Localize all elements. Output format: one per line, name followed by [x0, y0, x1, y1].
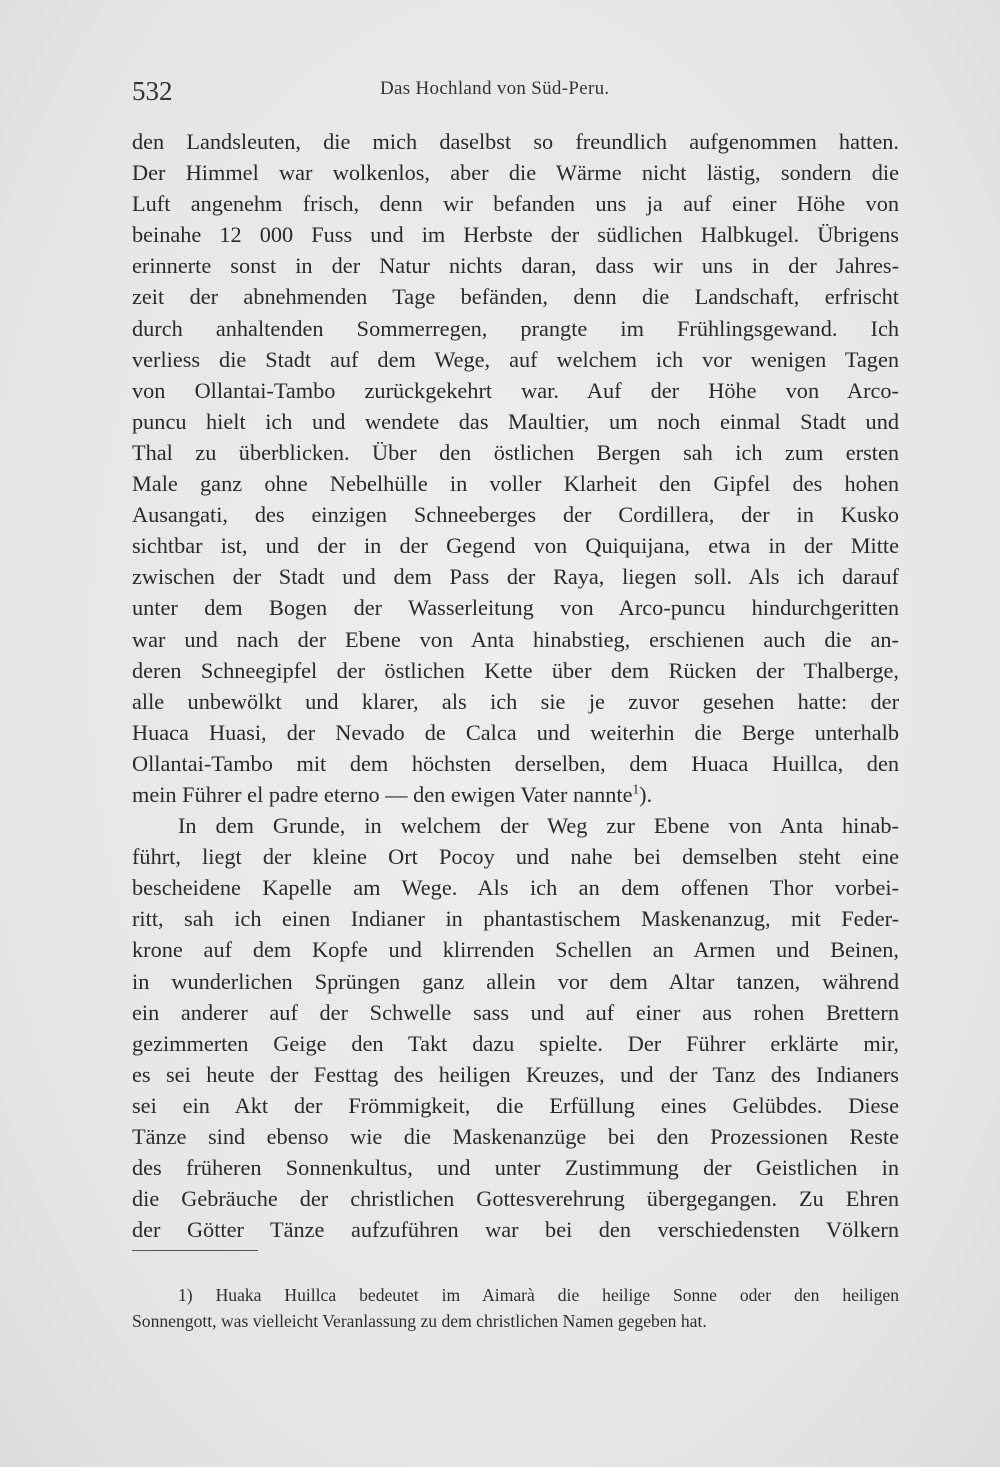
text-line: sei ein Akt der Frömmigkeit, die Erfüllung eines Gelübdes. Diese [132, 1092, 899, 1118]
text-line: gezimmerten Geige den Takt dazu spielte. Der Führer erklärte mir, [132, 1030, 899, 1056]
text-line: puncu hielt ich und wendete das Maultier, um noch einmal Stadt und [132, 408, 899, 434]
text-line: sichtbar ist, und der in der Gegend von Quiquijana, etwa in der Mitte [132, 533, 899, 559]
text-line: Tänze sind ebenso wie die Maskenanzüge bei den Prozessionen Reste [132, 1124, 899, 1149]
text-line: unter dem Bogen der Wasserleitung von Arco-puncu hindurchgeritten [132, 595, 899, 621]
body-text [132, 126, 899, 1245]
text-line: der Götter Tänze aufzuführen war bei den verschiedensten Völkern [132, 1217, 899, 1243]
text-line: von Ollantai-Tambo zurückgekehrt war. Auf der Höhe von Arco- [132, 377, 899, 403]
text-line: war und nach der Ebene von Anta hinabstieg, erschienen auch die an- [132, 626, 899, 652]
text-line: beinahe 12 000 Fuss und im Herbste der südlichen Halbkugel. Übrigens [132, 222, 899, 248]
text-line: ein anderer auf der Schwelle sass und auf einer aus rohen Brettern [132, 999, 899, 1025]
text-line: Huaca Huasi, der Nevado de Calca und weiterhin die Berge unterhalb [132, 719, 899, 745]
text-line: zeit der abnehmenden Tage befänden, denn die Landschaft, erfrischt [132, 284, 899, 310]
footnote-divider [132, 1250, 258, 1251]
text-line: es sei heute der Festtag des heiligen Kreuzes, und der Tanz des Indianers [132, 1061, 899, 1087]
text-line: die Gebräuche der christlichen Gottesverehrung übergegangen. Zu Ehren [132, 1186, 899, 1212]
footnote-marker-suffix: ). [639, 781, 653, 807]
text-line: zwischen der Stadt und dem Pass der Raya, liegen soll. Als ich darauf [132, 564, 899, 590]
text-line: des früheren Sonnenkultus, und unter Zustimmung der Geistlichen in [132, 1155, 899, 1181]
text-line: verliess die Stadt auf dem Wege, auf welchem ich vor wenigen Tagen [132, 346, 899, 372]
text-line: Male ganz ohne Nebelhülle in voller Klarheit den Gipfel des hohen [132, 471, 899, 497]
text-line: Luft angenehm frisch, denn wir befanden uns ja auf einer Höhe von [132, 191, 899, 217]
text-line: ritt, sah ich einen Indianer in phantastischem Maskenanzug, mit Feder- [132, 906, 899, 932]
text-line: krone auf dem Kopfe und klirrenden Schellen an Armen und Beinen, [132, 937, 899, 963]
text-line: alle unbewölkt und klarer, als ich sie je zuvor gesehen hatte: der [132, 688, 899, 714]
text-line: den Landsleuten, die mich daselbst so freundlich aufgenommen hatten. [132, 129, 899, 154]
text-line: bescheidene Kapelle am Wege. Als ich an dem offenen Thor vorbei- [132, 875, 899, 901]
footnote-marker[interactable]: 1 [632, 781, 640, 797]
page-number: 532 [132, 76, 173, 106]
text-line: Ausangati, des einzigen Schneeberges der Cordillera, der in Kusko [132, 502, 899, 528]
text-line: deren Schneegipfel der östlichen Kette über dem Rücken der Thalberge, [132, 657, 899, 683]
text-line-content: mein Führer el padre eterno — den ewigen Vater nannte [132, 781, 633, 807]
paragraph-start-line: In dem Grunde, in welchem der Weg zur Ebene von Anta hinab- [178, 813, 899, 839]
page-header [132, 70, 897, 110]
footnote-line: 1) Huaka Huillca bedeutet im Aimarà die heilige Sonne oder den heiligen [178, 1285, 899, 1305]
running-title: Das Hochland von Süd-Peru. [380, 78, 610, 99]
text-line: führt, liegt der kleine Ort Pocoy und nahe bei demselben steht eine [132, 844, 899, 870]
text-line: Der Himmel war wolkenlos, aber die Wärme nicht lästig, sondern die [132, 160, 899, 186]
text-line: Thal zu überblicken. Über den östlichen Bergen sah ich zum ersten [132, 439, 899, 465]
text-line-with-footnote-ref [132, 779, 899, 810]
text-line: in wunderlichen Sprüngen ganz allein vor dem Altar tanzen, während [132, 968, 899, 994]
footnote-line: Sonnengott, was vielleicht Veranlassung zu dem christlichen Namen gegeben hat. [132, 1311, 707, 1331]
footnote [132, 1282, 899, 1334]
text-line: durch anhaltenden Sommerregen, prangte im Frühlingsgewand. Ich [132, 315, 899, 341]
text-line: Ollantai-Tambo mit dem höchsten derselben, dem Huaca Huillca, den [132, 750, 899, 776]
text-line: erinnerte sonst in der Natur nichts daran, dass wir uns in der Jahres- [132, 253, 899, 279]
